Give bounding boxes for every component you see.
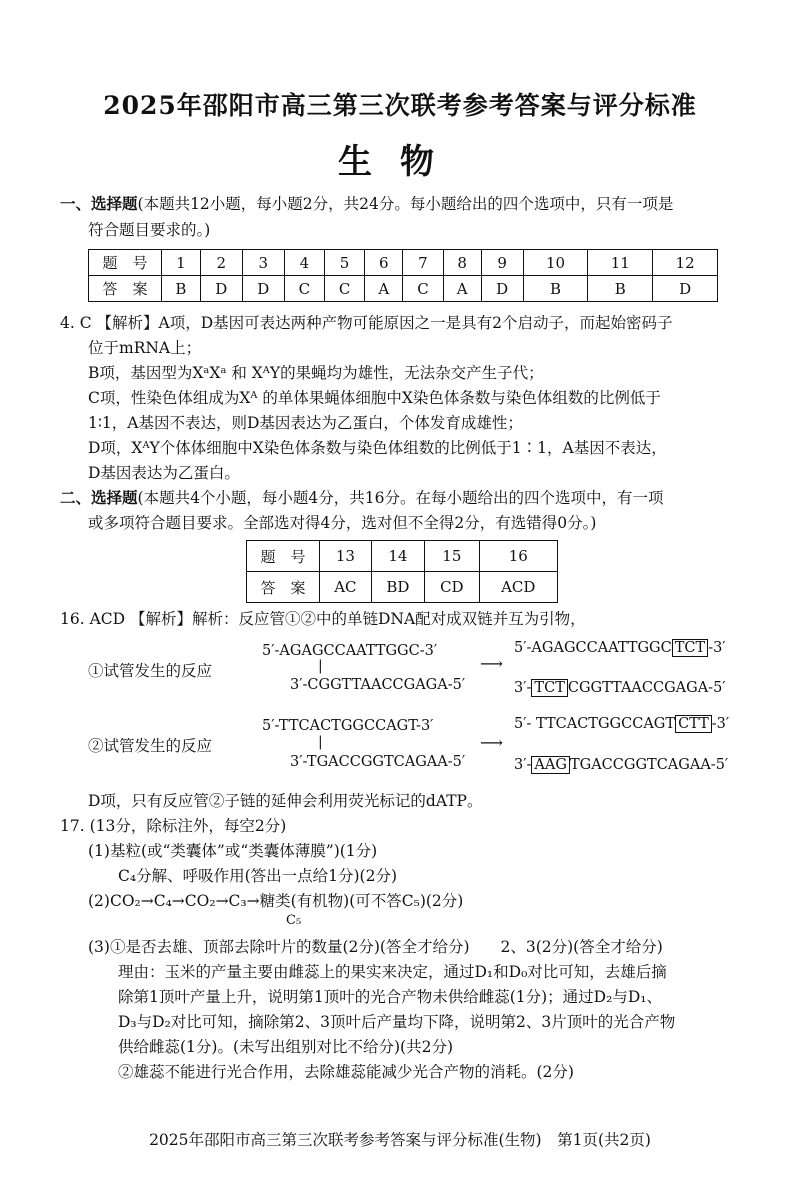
r1-product-top-pre: 5′-AGAGCCAATTGGC xyxy=(514,640,672,656)
answer-cell: C xyxy=(324,276,364,302)
section1-header xyxy=(60,193,673,215)
section2-heading: 二、选择题 xyxy=(60,488,138,507)
r2-strand-bottom: 3′-TGACCGGTCAGAA-5′ xyxy=(290,754,466,770)
section2-header xyxy=(60,487,664,509)
r1-strand-bottom: 3′-CGGTTAACCGAGA-5′ xyxy=(290,677,466,693)
r1-pair-tick: | xyxy=(318,658,323,674)
question-number: 15 xyxy=(425,541,479,572)
r1-product-bot-pre: 3′- xyxy=(514,680,532,696)
question-number: 13 xyxy=(320,541,372,572)
q4-line-5: 1∶1，A基因不表达，则D基因表达为乙蛋白，个体发育成雄性； xyxy=(88,414,523,432)
page-title: 2025年邵阳市高三第三次联考参考答案与评分标准 xyxy=(103,91,697,120)
answer-cell: B xyxy=(588,276,653,302)
reaction-1-label: ①试管发生的反应 xyxy=(88,662,213,680)
section1-desc-2: 符合题目要求的。) xyxy=(88,221,211,239)
q16-conclusion: D项，只有反应管②子链的延伸会利用荧光标记的dATP。 xyxy=(88,792,483,810)
answer-cell: A xyxy=(365,276,403,302)
q17-part2-c5: C₅ xyxy=(286,913,302,928)
r1-product-top-post: -3′ xyxy=(708,640,726,656)
question-number: 14 xyxy=(371,541,424,572)
answer-cell: B xyxy=(162,276,201,302)
q17-part3b: 理由：玉米的产量主要由雌蕊上的果实来决定，通过D₁和D₀对比可知，去雄后摘 xyxy=(118,963,667,981)
q17-head: 17. (13分，除标注外，每空2分) xyxy=(60,817,287,835)
r2-pair-tick: | xyxy=(318,734,323,750)
q17-part3a: (3)①是否去雄、顶部去除叶片的数量(2分)(答全才给分) 2、3(2分)(答全才给分) xyxy=(88,938,663,956)
q4-line-3: B项，基因型为XᵃXᵃ 和 XᴬY的果蝇均为雄性，无法杂交产生子代； xyxy=(88,364,544,382)
q17-part2: (2)CO₂→C₄→CO₂→C₃→糖类(有机物)(可不答C₅)(2分) xyxy=(88,892,464,910)
table-header-cell: 答 案 xyxy=(247,572,320,603)
answer-cell: D xyxy=(653,276,718,302)
r2-product-top-pre: 5′- TTCACTGGCCAGT xyxy=(514,716,676,732)
q4-line-6: D项，XᴬY个体体细胞中X染色体条数与染色体组数的比例低于1∶1，A基因不表达， xyxy=(88,439,667,457)
question-number: 5 xyxy=(324,250,364,276)
q17-part1a: (1)基粒(或“类囊体”或“类囊体薄膜”)(1分) xyxy=(88,842,378,860)
answer-cell: C xyxy=(403,276,443,302)
answer-cell: ACD xyxy=(479,572,557,603)
answer-cell: C xyxy=(284,276,324,302)
r2-product-bot-box: AAG xyxy=(531,756,570,774)
question-number: 10 xyxy=(523,250,588,276)
r1-product-bot-box: TCT xyxy=(531,679,567,697)
section1-heading: 一、选择题 xyxy=(60,194,138,213)
r1-product-top xyxy=(514,640,726,656)
table-row xyxy=(247,572,558,603)
r2-product-bottom xyxy=(514,757,728,773)
table-row xyxy=(247,541,558,572)
question-number: 11 xyxy=(588,250,653,276)
answer-cell: A xyxy=(443,276,481,302)
r2-product-top xyxy=(514,716,729,732)
question-number: 2 xyxy=(200,250,242,276)
question-number: 3 xyxy=(242,250,284,276)
question-number: 12 xyxy=(653,250,718,276)
table-header-cell: 题 号 xyxy=(89,250,162,276)
answer-cell: D xyxy=(242,276,284,302)
q4-line-7: D基因表达为乙蛋白。 xyxy=(88,464,240,482)
answer-cell: CD xyxy=(425,572,479,603)
question-number: 4 xyxy=(284,250,324,276)
answer-cell: B xyxy=(523,276,588,302)
q4-line-4: C项，性染色体组成为Xᴬ 的单体果蝇体细胞中X染色体条数与染色体组数的比例低于 xyxy=(88,389,661,407)
r1-strand-top: 5′-AGAGCCAATTGGC-3′ xyxy=(262,643,438,659)
r2-product-top-post: -3′ xyxy=(711,716,730,732)
r1-product-bot-post: CGGTTAACCGAGA-5′ xyxy=(567,680,726,696)
answer-cell: D xyxy=(481,276,523,302)
q4-line-1: 4. C 【解析】A项，D基因可表达两种产物可能原因之一是具有2个启动子，而起始密码子 xyxy=(60,314,673,332)
r2-product-bot-post: TGACCGGTCAGAA-5′ xyxy=(569,757,729,773)
r1-product-bottom xyxy=(514,680,726,696)
answer-cell: D xyxy=(200,276,242,302)
section1-desc-1: (本题共12小题，每小题2分，共24分。每小题给出的四个选项中，只有一项是 xyxy=(137,195,674,213)
table-row xyxy=(89,276,718,302)
section2-desc-2: 或多项符合题目要求。全部选对得4分，选对但不全得2分，有选错得0分。) xyxy=(88,514,597,532)
section1-answer-table xyxy=(88,249,718,302)
question-number: 8 xyxy=(443,250,481,276)
q4-line-2: 位于mRNA上； xyxy=(88,339,202,357)
q16-intro: 16. ACD 【解析】解析：反应管①②中的单链DNA配对成双链并互为引物， xyxy=(60,610,586,628)
q17-part3e: 供给雌蕊(1分)。(未写出组别对比不给分)(共2分) xyxy=(118,1038,454,1056)
question-number: 6 xyxy=(365,250,403,276)
answer-cell: BD xyxy=(371,572,424,603)
subject-title: 生物 xyxy=(338,142,462,182)
question-number: 7 xyxy=(403,250,443,276)
r1-arrow-icon: ⟶ xyxy=(480,654,503,673)
table-header-cell: 答 案 xyxy=(89,276,162,302)
question-number: 1 xyxy=(162,250,201,276)
reaction-2-label: ②试管发生的反应 xyxy=(88,737,213,755)
q17-part3c: 除第1顶叶产量上升，说明第1顶叶的光合产物未供给雌蕊(1分)；通过D₂与D₁、 xyxy=(118,988,662,1006)
page-footer: 2025年邵阳市高三第三次联考参考答案与评分标准(生物) 第1页(共2页) xyxy=(149,1131,651,1149)
table-row xyxy=(89,250,718,276)
r1-product-top-box: TCT xyxy=(672,639,708,657)
r2-product-bot-pre: 3′- xyxy=(514,757,532,773)
q17-part3d: D₃与D₂对比可知，摘除第2、3顶叶后产量均下降，说明第2、3片顶叶的光合产物 xyxy=(118,1013,676,1031)
question-number: 9 xyxy=(481,250,523,276)
q17-part3f: ②雄蕊不能进行光合作用，去除雄蕊能减少光合产物的消耗。(2分) xyxy=(118,1063,574,1081)
section2-desc-1: (本题共4个小题，每小题4分，共16分。在每小题给出的四个选项中，有一项 xyxy=(137,489,664,507)
r2-arrow-icon: ⟶ xyxy=(480,733,503,752)
section2-answer-table xyxy=(246,540,558,603)
q17-part1b: C₄分解、呼吸作用(答出一点给1分)(2分) xyxy=(118,867,397,885)
r2-strand-top: 5′-TTCACTGGCCAGT-3′ xyxy=(262,718,434,734)
table-header-cell: 题 号 xyxy=(247,541,320,572)
answer-cell: AC xyxy=(320,572,372,603)
r2-product-top-box: CTT xyxy=(675,715,712,733)
question-number: 16 xyxy=(479,541,557,572)
